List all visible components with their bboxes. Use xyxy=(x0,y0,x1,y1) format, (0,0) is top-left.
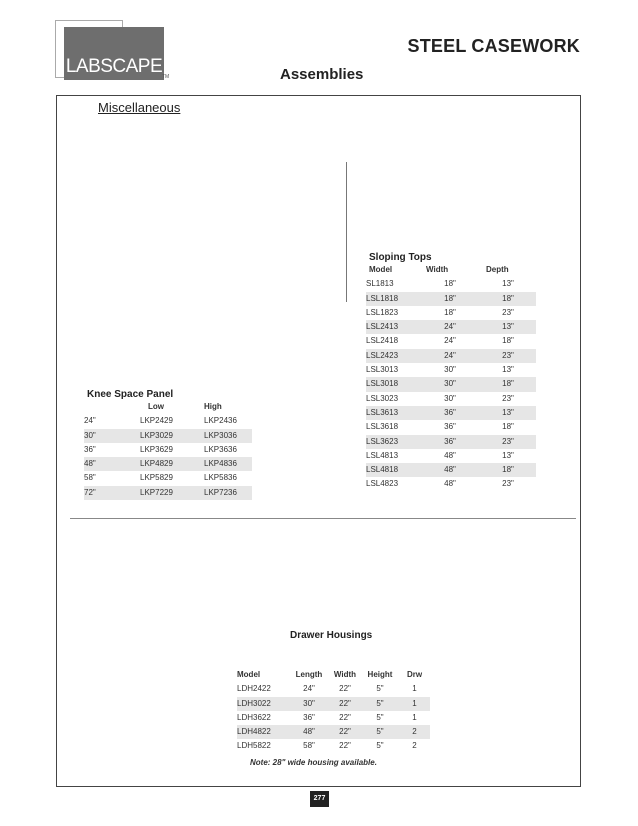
column-header-model: Model xyxy=(369,265,393,274)
sloping-tops-table xyxy=(366,263,536,492)
model-cell: LSL3613 xyxy=(366,406,420,420)
table-row xyxy=(84,443,252,457)
width-cell: 48" xyxy=(420,463,480,477)
table-row xyxy=(366,406,536,420)
size-cell: 72" xyxy=(84,486,140,500)
page-number: 277 xyxy=(310,791,329,807)
depth-cell: 23" xyxy=(480,435,536,449)
column-header-width: Width xyxy=(333,670,357,679)
height-cell: 5" xyxy=(376,741,384,751)
model-cell: LDH2422 xyxy=(237,684,271,694)
model-cell: LSL4813 xyxy=(366,450,399,460)
table-row xyxy=(237,682,430,696)
table-row xyxy=(84,457,252,471)
horizontal-divider xyxy=(70,518,576,519)
table-header-row xyxy=(237,668,430,682)
table-header-row xyxy=(366,263,536,277)
table-row xyxy=(366,377,536,391)
depth-cell: 23" xyxy=(502,393,514,403)
drawer-housings-title: Drawer Housings xyxy=(290,630,373,641)
model-cell: LSL3623 xyxy=(366,435,420,449)
depth-cell: 18" xyxy=(480,292,536,306)
page-title: STEEL CASEWORK xyxy=(407,36,580,56)
size-cell: 24" xyxy=(84,416,96,426)
low-cell: LKP3629 xyxy=(140,444,173,454)
table-row xyxy=(366,392,536,406)
column-header-high: High xyxy=(204,402,222,411)
table-row xyxy=(84,414,252,428)
table-row xyxy=(366,349,536,363)
width-cell: 48" xyxy=(444,450,456,460)
width-cell: 30" xyxy=(444,393,456,403)
width-cell: 36" xyxy=(444,422,456,432)
column-header-height: Height xyxy=(367,670,393,679)
model-cell: LSL1823 xyxy=(366,307,399,317)
column-header-length: Length xyxy=(295,670,323,679)
low-cell: LKP3029 xyxy=(140,429,204,443)
model-cell: LDH5822 xyxy=(237,741,271,751)
model-cell: LSL3013 xyxy=(366,365,399,375)
width-cell: 36" xyxy=(420,435,480,449)
table-row xyxy=(366,320,536,334)
width-cell: 30" xyxy=(444,365,456,375)
model-cell: LSL3023 xyxy=(366,393,399,403)
depth-cell: 23" xyxy=(480,349,536,363)
depth-cell: 13" xyxy=(480,406,536,420)
height-cell: 5" xyxy=(376,712,384,722)
table-row xyxy=(237,725,430,739)
table-row xyxy=(366,363,536,377)
trademark-mark: TM xyxy=(162,74,170,80)
table-row xyxy=(366,449,536,463)
low-cell: LKP5829 xyxy=(140,473,173,483)
width-cell: 22" xyxy=(339,684,351,694)
width-cell: 18" xyxy=(444,307,456,317)
table-row xyxy=(366,420,536,434)
low-cell: LKP2429 xyxy=(140,416,173,426)
width-cell: 22" xyxy=(329,725,361,739)
table-row xyxy=(366,435,536,449)
knee-space-panel-table xyxy=(84,400,252,500)
model-cell: LSL2423 xyxy=(366,349,420,363)
width-cell: 18" xyxy=(444,279,456,289)
depth-cell: 13" xyxy=(502,450,514,460)
table-row xyxy=(366,463,536,477)
drw-cell: 1 xyxy=(412,684,417,694)
table-row xyxy=(84,429,252,443)
table-row xyxy=(237,739,430,753)
size-cell: 36" xyxy=(84,444,96,454)
depth-cell: 13" xyxy=(502,279,514,289)
model-cell: LSL3618 xyxy=(366,422,399,432)
height-cell: 5" xyxy=(361,725,399,739)
height-cell: 5" xyxy=(376,684,384,694)
high-cell: LKP7236 xyxy=(204,486,252,500)
width-cell: 22" xyxy=(329,697,361,711)
size-cell: 58" xyxy=(84,473,96,483)
width-cell: 24" xyxy=(420,349,480,363)
sloping-tops-title: Sloping Tops xyxy=(369,252,432,263)
width-cell: 22" xyxy=(339,741,351,751)
model-cell: LSL4823 xyxy=(366,479,399,489)
length-cell: 48" xyxy=(289,725,329,739)
low-cell: LKP4829 xyxy=(140,457,204,471)
table-row xyxy=(366,277,536,291)
column-header xyxy=(84,400,140,414)
high-cell: LKP3636 xyxy=(204,444,237,454)
width-cell: 22" xyxy=(339,712,351,722)
width-cell: 24" xyxy=(444,336,456,346)
width-cell: 48" xyxy=(444,479,456,489)
table-row xyxy=(237,697,430,711)
brand-logo: LABSCAPE xyxy=(65,56,163,77)
column-header-depth: Depth xyxy=(486,265,509,274)
width-cell: 24" xyxy=(420,320,480,334)
column-header-model: Model xyxy=(237,670,261,679)
table-row xyxy=(366,306,536,320)
table-row xyxy=(366,477,536,491)
table-row xyxy=(84,486,252,500)
depth-cell: 18" xyxy=(502,336,514,346)
section-title: Miscellaneous xyxy=(98,100,181,115)
model-cell: LDH3022 xyxy=(237,697,289,711)
model-cell: LSL3018 xyxy=(366,377,420,391)
drawer-housings-note: Note: 28" wide housing available. xyxy=(250,758,377,767)
drw-cell: 1 xyxy=(412,712,417,722)
drw-cell: 2 xyxy=(412,741,417,751)
model-cell: LDH4822 xyxy=(237,725,289,739)
high-cell: LKP5836 xyxy=(204,473,237,483)
width-cell: 18" xyxy=(420,292,480,306)
table-row xyxy=(237,711,430,725)
depth-cell: 13" xyxy=(480,320,536,334)
high-cell: LKP4836 xyxy=(204,457,252,471)
length-cell: 24" xyxy=(303,684,315,694)
depth-cell: 18" xyxy=(480,377,536,391)
model-cell: LSL2413 xyxy=(366,320,420,334)
table-row xyxy=(366,292,536,306)
depth-cell: 18" xyxy=(480,463,536,477)
length-cell: 30" xyxy=(289,697,329,711)
knee-space-panel-title: Knee Space Panel xyxy=(87,389,174,400)
length-cell: 58" xyxy=(303,741,315,751)
width-cell: 30" xyxy=(420,377,480,391)
column-header-drw: Drw xyxy=(406,670,423,679)
model-cell: SL1813 xyxy=(366,279,394,289)
vertical-divider xyxy=(346,162,347,302)
model-cell: LSL1818 xyxy=(366,292,420,306)
width-cell: 36" xyxy=(420,406,480,420)
column-header-width: Width xyxy=(426,265,449,274)
table-row xyxy=(366,334,536,348)
drw-cell: 2 xyxy=(399,725,430,739)
column-header-low: Low xyxy=(148,402,164,411)
low-cell: LKP7229 xyxy=(140,486,204,500)
drawer-housings-table xyxy=(237,668,430,754)
depth-cell: 23" xyxy=(502,479,514,489)
size-cell: 30" xyxy=(84,429,140,443)
model-cell: LSL4818 xyxy=(366,463,420,477)
drw-cell: 1 xyxy=(399,697,430,711)
page-subtitle: Assemblies xyxy=(280,66,364,83)
model-cell: LSL2418 xyxy=(366,336,399,346)
model-cell: LDH3622 xyxy=(237,712,271,722)
size-cell: 48" xyxy=(84,457,140,471)
table-row xyxy=(84,471,252,485)
high-cell: LKP3036 xyxy=(204,429,252,443)
table-header-row xyxy=(84,400,252,414)
depth-cell: 18" xyxy=(502,422,514,432)
depth-cell: 23" xyxy=(502,307,514,317)
length-cell: 36" xyxy=(303,712,315,722)
depth-cell: 13" xyxy=(502,365,514,375)
high-cell: LKP2436 xyxy=(204,416,237,426)
height-cell: 5" xyxy=(361,697,399,711)
